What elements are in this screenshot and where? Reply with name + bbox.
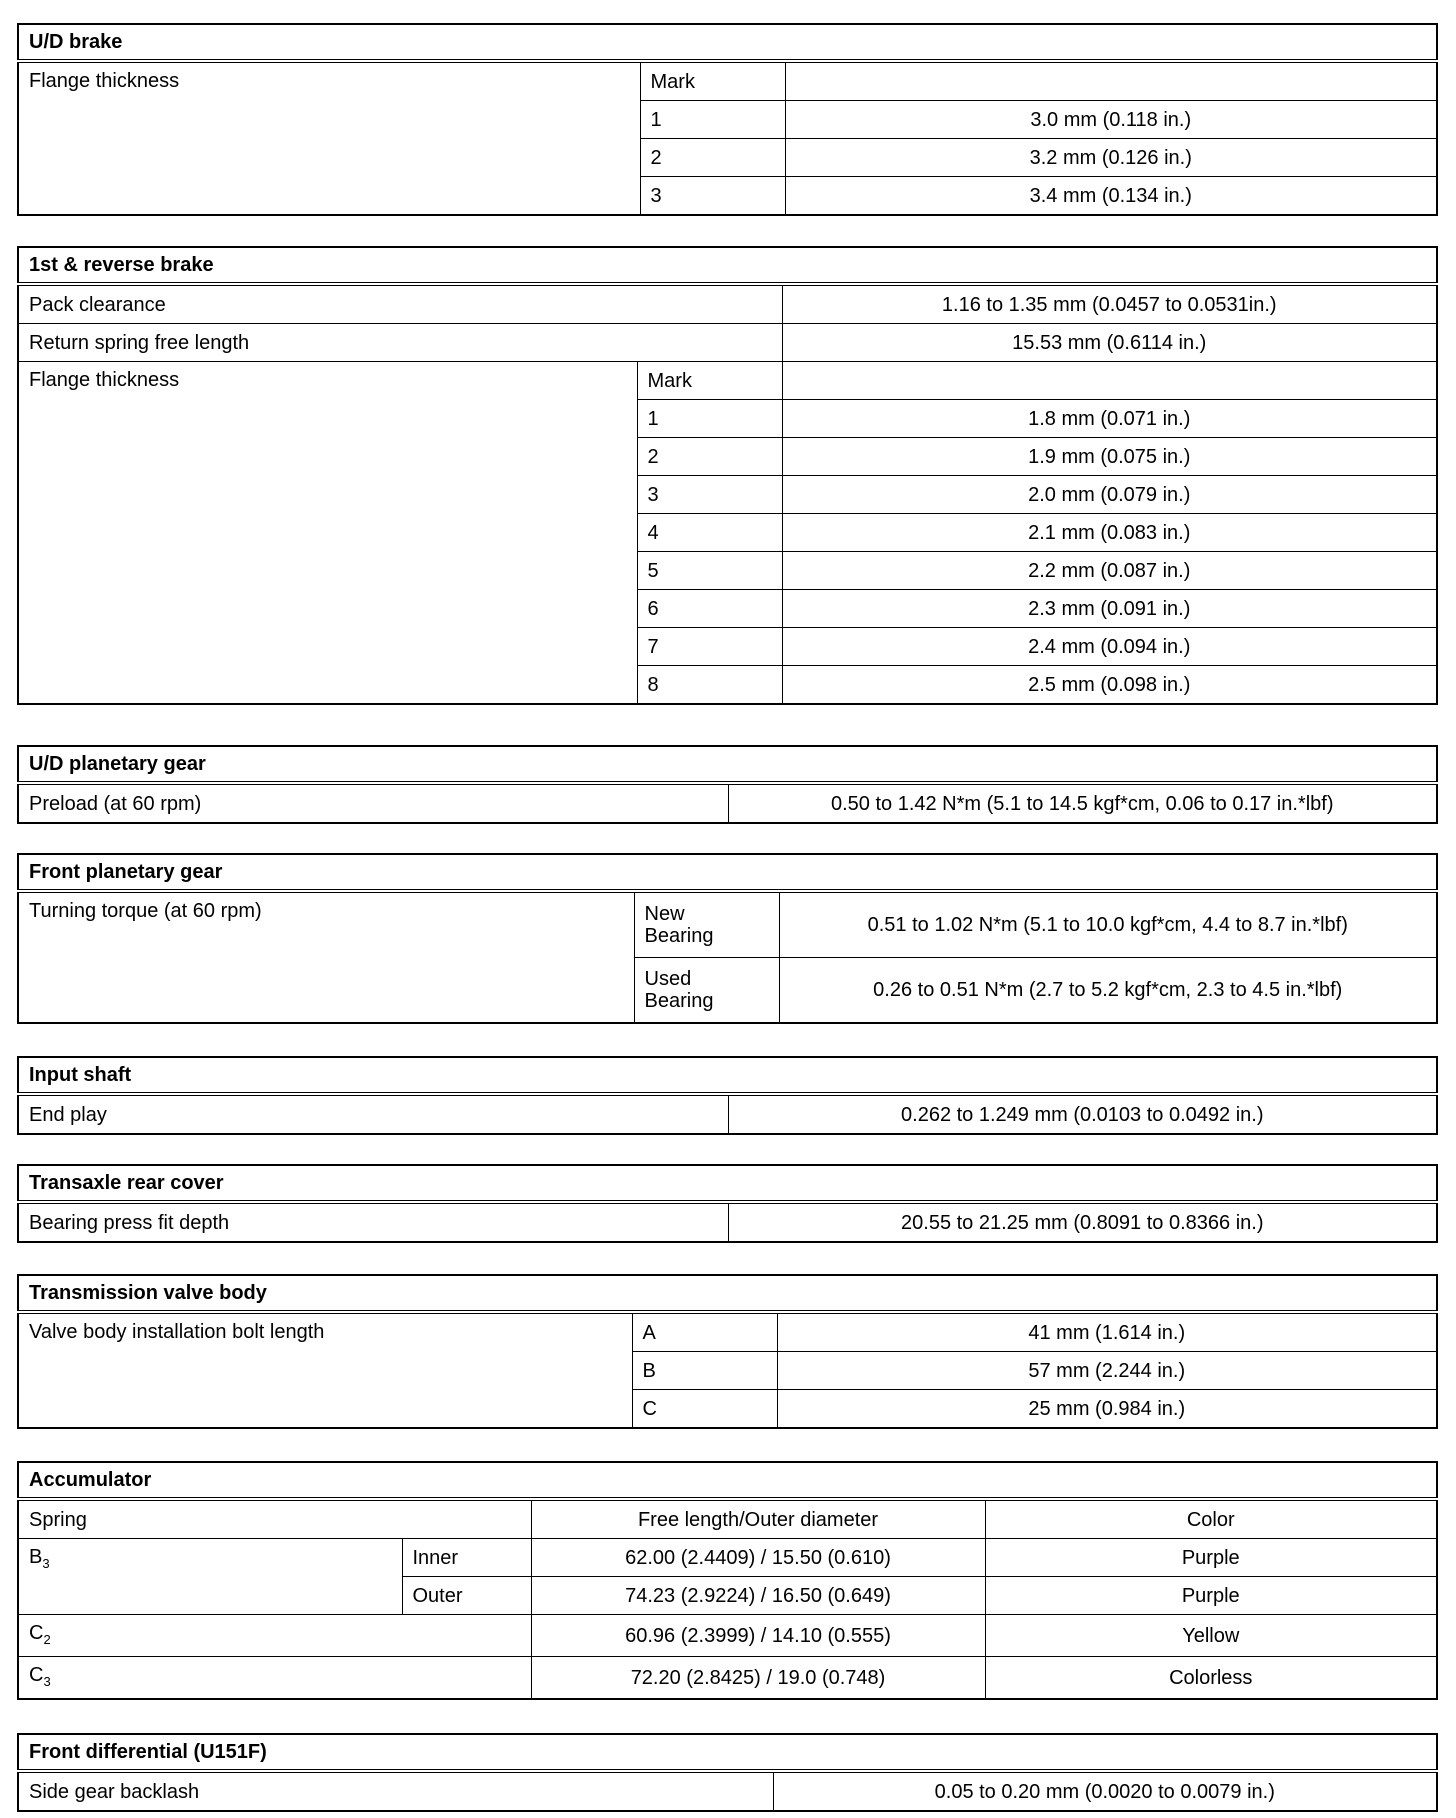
- position: Outer: [402, 1577, 531, 1615]
- spring-c2: [18, 1615, 531, 1657]
- value: 74.23 (2.9224) / 16.50 (0.649): [531, 1577, 985, 1615]
- item-label: Bearing press fit depth: [18, 1202, 728, 1242]
- item-label: End play: [18, 1094, 728, 1134]
- condition-line: New: [644, 903, 685, 925]
- value: 60.96 (2.3999) / 14.10 (0.555): [531, 1615, 985, 1657]
- value: 62.00 (2.4409) / 15.50 (0.610): [531, 1539, 985, 1577]
- mark: 2: [637, 438, 782, 476]
- section-title: Input shaft: [18, 1057, 1437, 1094]
- mark: 8: [637, 666, 782, 705]
- spring-subscript: 3: [42, 1556, 50, 1571]
- value: 3.0 mm (0.118 in.): [785, 101, 1437, 139]
- value: 2.5 mm (0.098 in.): [782, 666, 1437, 705]
- value: 2.0 mm (0.079 in.): [782, 476, 1437, 514]
- section-title: Transmission valve body: [18, 1275, 1437, 1312]
- spring-subscript: 3: [43, 1674, 51, 1689]
- front-planetary-gear-table: [17, 853, 1438, 1024]
- position: Inner: [402, 1539, 531, 1577]
- mark-header: Mark: [640, 61, 785, 101]
- section-title: U/D planetary gear: [18, 746, 1437, 783]
- spring-letter: C: [29, 1664, 44, 1686]
- value: 15.53 mm (0.6114 in.): [782, 324, 1437, 362]
- condition: [634, 958, 779, 1024]
- section-title: Front planetary gear: [18, 854, 1437, 891]
- spring-subscript: 2: [43, 1632, 51, 1647]
- item-label: Flange thickness: [18, 61, 640, 215]
- section-title: 1st & reverse brake: [18, 247, 1437, 284]
- value: 2.4 mm (0.094 in.): [782, 628, 1437, 666]
- ud-brake-table: [17, 23, 1438, 216]
- item-label: Turning torque (at 60 rpm): [18, 891, 634, 1023]
- item-label: Return spring free length: [18, 324, 782, 362]
- accumulator-table: [17, 1461, 1438, 1700]
- value: 2.1 mm (0.083 in.): [782, 514, 1437, 552]
- mark-header: Mark: [637, 362, 782, 400]
- bolt: B: [632, 1352, 777, 1390]
- value: 0.26 to 0.51 N*m (2.7 to 5.2 kgf*cm, 2.3 to 4.5 in.*lbf): [779, 958, 1437, 1024]
- condition: [634, 891, 779, 958]
- condition-line: Used: [644, 968, 692, 990]
- mark: 3: [640, 177, 785, 216]
- color: Yellow: [985, 1615, 1437, 1657]
- value: 1.9 mm (0.075 in.): [782, 438, 1437, 476]
- color: Purple: [985, 1539, 1437, 1577]
- value: 20.55 to 21.25 mm (0.8091 to 0.8366 in.): [728, 1202, 1437, 1242]
- mark: 3: [637, 476, 782, 514]
- value: 2.2 mm (0.087 in.): [782, 552, 1437, 590]
- item-label: Preload (at 60 rpm): [18, 783, 728, 823]
- value: 1.8 mm (0.071 in.): [782, 400, 1437, 438]
- input-shaft-table: [17, 1056, 1438, 1135]
- mark: 2: [640, 139, 785, 177]
- mark: 1: [637, 400, 782, 438]
- section-title: Front differential (U151F): [18, 1734, 1437, 1771]
- value: 41 mm (1.614 in.): [777, 1312, 1437, 1352]
- mark: 1: [640, 101, 785, 139]
- value: 72.20 (2.8425) / 19.0 (0.748): [531, 1657, 985, 1700]
- transaxle-rear-cover-table: [17, 1164, 1438, 1243]
- item-label: Flange thickness: [18, 362, 637, 705]
- value: 1.16 to 1.35 mm (0.0457 to 0.0531in.): [782, 284, 1437, 324]
- section-title: Accumulator: [18, 1462, 1437, 1499]
- item-label: Side gear backlash: [18, 1771, 773, 1811]
- value: 0.05 to 0.20 mm (0.0020 to 0.0079 in.): [773, 1771, 1437, 1811]
- value: 3.4 mm (0.134 in.): [785, 177, 1437, 216]
- spring-letter: C: [29, 1622, 44, 1644]
- mark: 6: [637, 590, 782, 628]
- item-label: Pack clearance: [18, 284, 782, 324]
- bolt: C: [632, 1390, 777, 1429]
- item-label: Valve body installation bolt length: [18, 1312, 632, 1428]
- mark: 4: [637, 514, 782, 552]
- valve-body-table: [17, 1274, 1438, 1429]
- spring-b3: [18, 1539, 402, 1615]
- spring-letter: B: [29, 1546, 43, 1568]
- color: Colorless: [985, 1657, 1437, 1700]
- value: 2.3 mm (0.091 in.): [782, 590, 1437, 628]
- value: 0.262 to 1.249 mm (0.0103 to 0.0492 in.): [728, 1094, 1437, 1134]
- section-title: U/D brake: [18, 24, 1437, 61]
- col-header-color: Color: [985, 1499, 1437, 1539]
- condition-line: Bearing: [644, 925, 714, 947]
- condition-line: Bearing: [644, 990, 714, 1012]
- value: 57 mm (2.244 in.): [777, 1352, 1437, 1390]
- section-title: Transaxle rear cover: [18, 1165, 1437, 1202]
- col-header-length: Free length/Outer diameter: [531, 1499, 985, 1539]
- col-header-spring: Spring: [18, 1499, 531, 1539]
- first-reverse-brake-table: [17, 246, 1438, 705]
- color: Purple: [985, 1577, 1437, 1615]
- ud-planetary-gear-table: [17, 745, 1438, 824]
- bolt: A: [632, 1312, 777, 1352]
- mark: 7: [637, 628, 782, 666]
- value: 0.50 to 1.42 N*m (5.1 to 14.5 kgf*cm, 0.06 to 0.17 in.*lbf): [728, 783, 1437, 823]
- front-differential-table: [17, 1733, 1438, 1812]
- spring-c3: [18, 1657, 531, 1700]
- value: 25 mm (0.984 in.): [777, 1390, 1437, 1429]
- value: 3.2 mm (0.126 in.): [785, 139, 1437, 177]
- value: 0.51 to 1.02 N*m (5.1 to 10.0 kgf*cm, 4.4 to 8.7 in.*lbf): [779, 891, 1437, 958]
- mark: 5: [637, 552, 782, 590]
